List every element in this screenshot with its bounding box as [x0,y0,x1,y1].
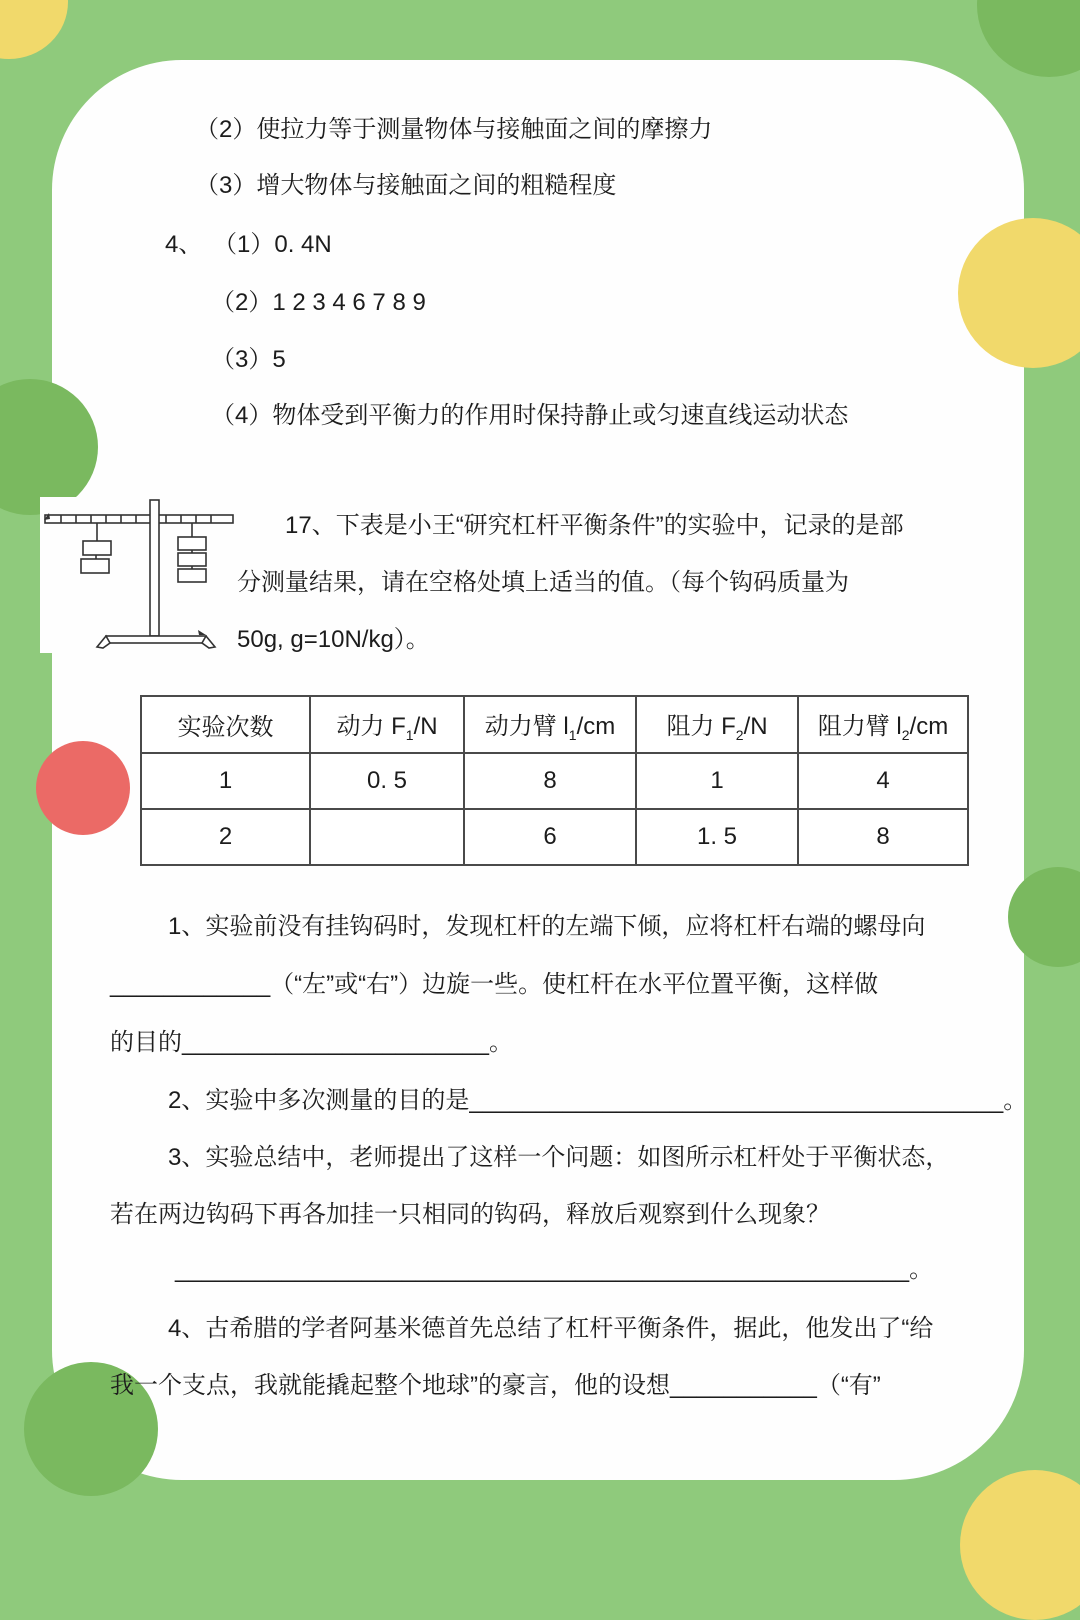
sub-question-3-line-1: 3、实验总结中，老师提出了这样一个问题：如图所示杠杆处于平衡状态， [168,1144,950,1171]
sub-question-3-line-2: 若在两边钩码下再各加挂一只相同的钩码，释放后观察到什么现象？ [110,1201,830,1228]
table-cell: 0. 5 [310,753,464,809]
q17-stem-line-3: 50g, g=10N/kg）。 [237,626,430,653]
sub-question-1-line-2: ____________（“左”或“右”）边旋一些。使杠杆在水平位置平衡，这样做 [110,971,879,998]
table-header-effort-arm: 动力臂 $l_1/cm$ [464,696,636,753]
sub-question-4-line-2: 我一个支点，我就能撬起整个地球”的豪言，他的设想___________（“有” [110,1372,881,1399]
table-header-row [141,696,968,753]
sub-question-1-line-3: 的目的_______________________。 [110,1029,513,1056]
decor-circle-yellow-bottom-right [960,1470,1080,1620]
answer-q4-number: 4、 [165,231,203,258]
measurement-table [140,695,969,866]
table-cell: 4 [798,753,968,809]
table-cell: 1 [141,753,310,809]
answer-q4-item-4: （4）物体受到平衡力的作用时保持静止或匀速直线运动状态 [211,402,849,429]
table-header-effort-force: 动力 $F_1/N$ [310,696,464,753]
table-cell: 2 [141,809,310,865]
sub-question-4-line-1: 4、古希腊的学者阿基米德首先总结了杠杆平衡条件，据此，他发出了“给 [168,1315,934,1342]
q17-stem-line-1: 17、下表是小王“研究杠杆平衡条件”的实验中，记录的是部 [285,512,904,539]
table-header-trial: 实验次数 [141,696,310,753]
table-cell: 1 [636,753,798,809]
answer-item-2: （2）使拉力等于测量物体与接触面之间的摩擦力 [195,116,713,143]
table-header-resistance-arm: 阻力臂 $l_2/cm$ [798,696,968,753]
table-cell: 1. 5 [636,809,798,865]
sub-question-1-line-1: 1、实验前没有挂钩码时，发现杠杆的左端下倾，应将杠杆右端的螺母向 [168,913,926,940]
lever-balance-icon [40,497,236,653]
answer-q4-item-1: （1）0. 4N [213,231,332,258]
table-row [141,753,968,809]
table-header-resistance-force: 阻力 $F_2/N$ [636,696,798,753]
table-cell-blank [310,809,464,865]
table-cell: 8 [798,809,968,865]
decor-circle-red-left [36,741,130,835]
lever-figure-box [40,497,236,653]
table-row [141,809,968,865]
decor-circle-yellow-top-left [0,0,68,59]
decor-circle-green-top-right [977,0,1080,77]
table-cell: 8 [464,753,636,809]
answer-q4-item-3: （3）5 [211,346,286,373]
sub-question-2: 2、实验中多次测量的目的是________________________________________。 [168,1087,1028,1114]
answer-q4-item-2: （2）1 2 3 4 6 7 8 9 [211,289,426,316]
sub-question-3-answer-blank: _______________________________________________________。 [175,1256,934,1283]
q17-stem-line-2: 分测量结果，请在空格处填上适当的值。（每个钩码质量为 [237,569,849,596]
table-cell: 6 [464,809,636,865]
answer-item-3: （3）增大物体与接触面之间的粗糙程度 [195,172,617,199]
